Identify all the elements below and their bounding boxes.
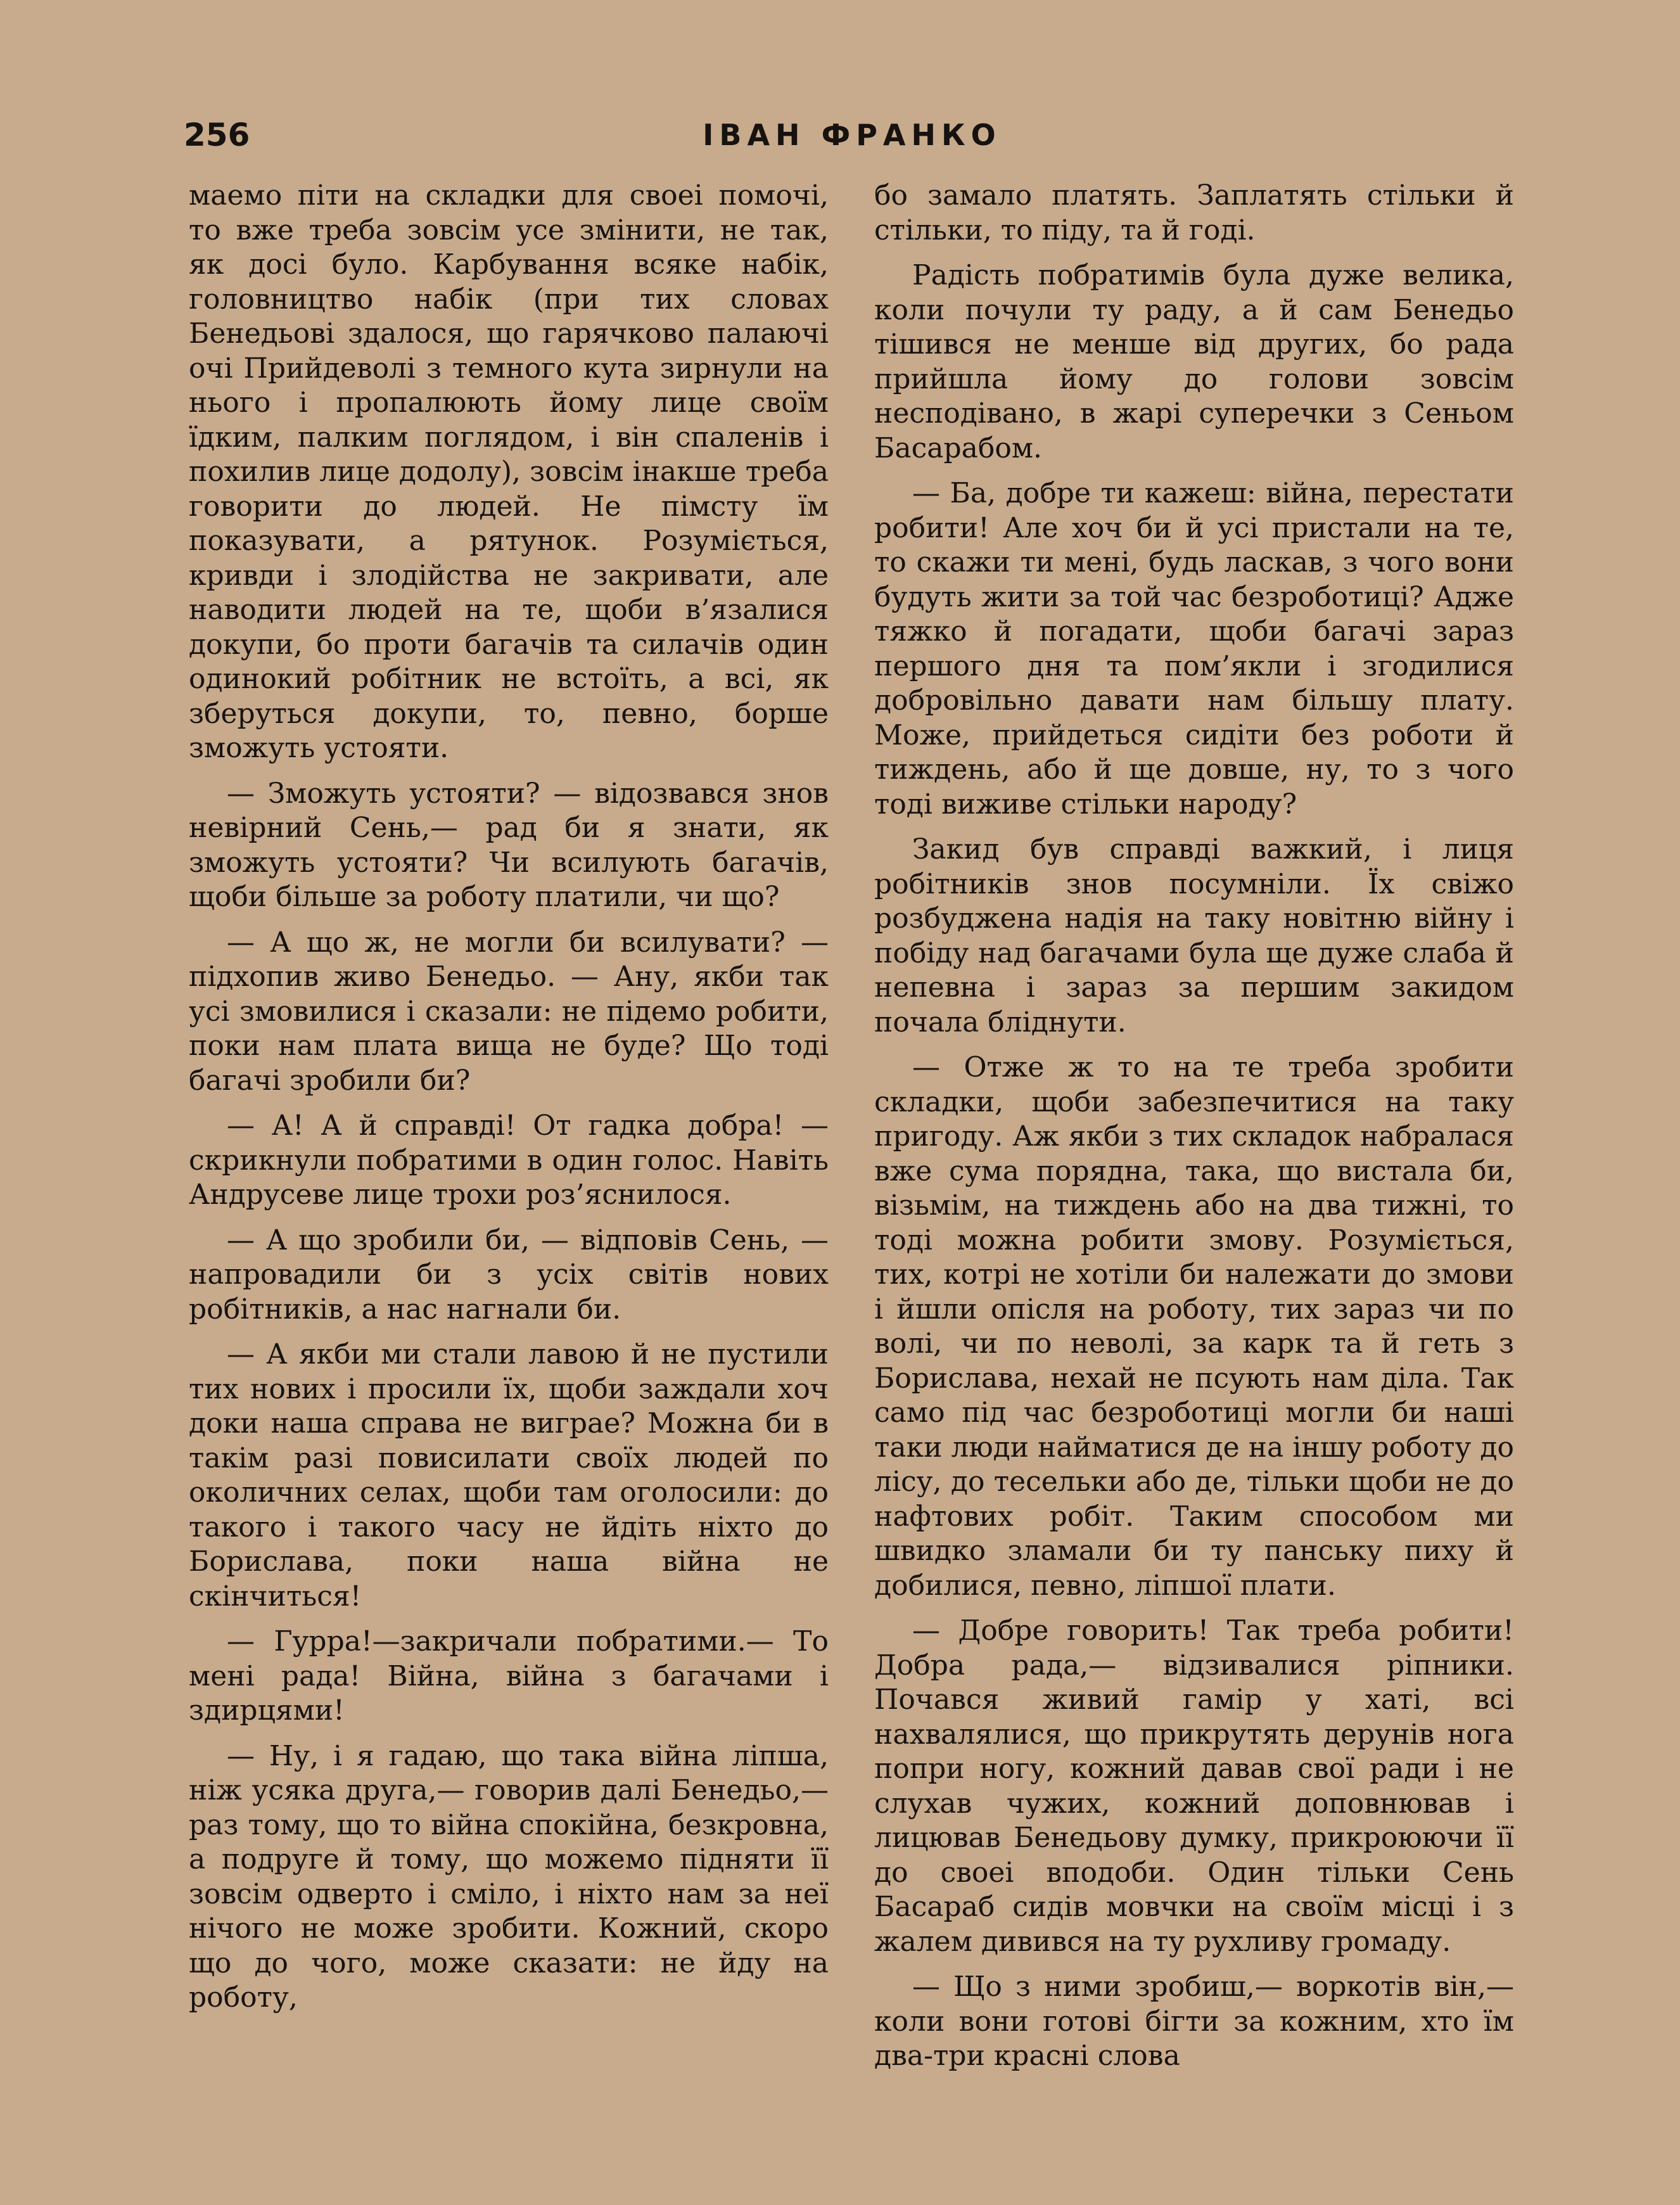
paragraph: Закид був справді важкий, і лиця робітників знов посумніли. Їх свіжо розбуджена надія на таку новітню війну і побіду над багачами була ще дуже слаба й непевна і зараз за першим закидом почала бліднути. bbox=[874, 833, 1514, 1039]
paragraph: — Зможуть устояти? — відозвався знов невірний Сень,— рад би я знати, як зможуть устояти? Чи всилують багачів, щоби більше за роботу платили, чи що? bbox=[189, 777, 829, 913]
paragraph: — А якби ми стали лавою й не пустили тих нових і просили їх, щоби заждали хоч доки наша справа не виграе? Можна би в такім разі повисилати своїх людей по околичних селах, щоби там оголосили: до такого і такого часу не йдіть ніхто до Борислава, поки наша війна не скінчиться! bbox=[189, 1338, 829, 1613]
page-number: 256 bbox=[184, 117, 250, 153]
page-header bbox=[184, 113, 1520, 157]
paragraph: — А що ж, не могли би всилувати? — підхопив живо Бенедьо. — Ану, якби так усі змовилися і сказали: не підемо робити, поки нам плата вища не буде? Що тоді багачі зробили би? bbox=[189, 926, 829, 1097]
running-title: ІВАН ФРАНКО bbox=[703, 118, 1002, 152]
paragraph: — А! А й справді! От гадка добра! — скрикнули побратими в один голос. Навіть Андрусеве лице трохи роз’яснилося. bbox=[189, 1109, 829, 1211]
right-text-column bbox=[874, 179, 1514, 2085]
paragraph: бо замало платять. Заплатять стільки й стільки, то піду, та й годі. bbox=[874, 179, 1514, 246]
paragraph: — А що зробили би, — відповів Сень, — напровадили би з усіх світів нових робітників, а нас нагнали би. bbox=[189, 1224, 829, 1326]
paragraph: Радість побратимів була дуже велика, коли почули ту раду, а й сам Бенедьо тішився не менше від других, бо рада прийшла йому до голови зовсім несподівано, в жарі суперечки з Сеньом Басарабом. bbox=[874, 259, 1514, 464]
paragraph: маемо піти на складки для своеі помочі, то вже треба зовсім усе змінити, не так, як досі було. Карбування всяке набік, головництво набік (при тих словах Бенедьові здалося, що гарячково палаючі очі Прийдеволі з темного кута зирнули на нього і пропалюють йому лице своїм їдким, палким поглядом, і він спаленів і похилив лице додолу), зовсім інакше треба говорити до людей. Не пімсту їм показувати, а рятунок. Розуміється, кривди і злодійства не закривати, але наводити людей на те, щоби в’язалися докупи, бо проти багачів та силачів один одинокий робітник не встоїть, а всі, як зберуться докупи, то, певно, борше зможуть устояти. bbox=[189, 179, 829, 764]
paragraph: — Ну, і я гадаю, що така війна ліпша, ніж усяка друга,— говорив далі Бенедьо,— раз тому, що то війна спокійна, безкровна, а подруге й тому, що можемо підняти її зовсім одверто і сміло, і ніхто нам за неї нічого не може зробити. Кожний, скоро що до чого, може сказати: не йду на роботу, bbox=[189, 1739, 829, 2014]
paragraph: — Що з ними зробиш,— воркотів він,— коли вони готові бігти за кожним, хто їм два-три красні слова bbox=[874, 1971, 1514, 2072]
left-text-column bbox=[189, 179, 829, 2026]
paragraph: — Гурра!—закричали побратими.— То мені рада! Війна, війна з багачами і здирцями! bbox=[189, 1625, 829, 1727]
paragraph: — Добре говорить! Так треба робити! Добра рада,— відзивалися ріпники. Почався живий гамір у хаті, всі нахвалялися, що прикрутять дерунів нога попри ногу, кожний давав свої ради і не слухав чужих, кожний доповнював і лицював Бенедьову думку, прикроюючи її до своеі вподоби. Один тільки Сень Басараб сидів мовчки на своїм місці і з жалем дивився на ту рухливу громаду. bbox=[874, 1614, 1514, 1958]
paragraph: — Отже ж то на те треба зробити складки, щоби забезпечитися на таку пригоду. Аж якби з тих складок набралася вже сума порядна, така, що вистала би, візьмім, на тиждень або на два тижні, то тоді можна робити змову. Розуміється, тих, котрі не хотіли би належати до змови і йшли опісля на роботу, тих зараз чи по волі, чи по неволі, за карк та й геть з Борислава, нехай не псують нам діла. Так само під час безроботиці могли би наші таки люди найматися де на іншу роботу до лісу, до тесельки або де, тільки щоби не до нафтових робіт. Таким способом ми швидко зламали би ту панську пиху й добилися, певно, ліпшої плати. bbox=[874, 1051, 1514, 1602]
paragraph: — Ба, добре ти кажеш: війна, перестати робити! Але хоч би й усі пристали на те, то скажи ти мені, будь ласкав, з чого вони будуть жити за той час безроботиці? Адже тяжко й погадати, щоби багачі зараз першого дня та пом’якли і згодилися добровільно давати нам більшу плату. Може, прийдеться сидіти без роботи й тиждень, або й ще довше, ну, то з чого тоді виживе стільки народу? bbox=[874, 477, 1514, 821]
